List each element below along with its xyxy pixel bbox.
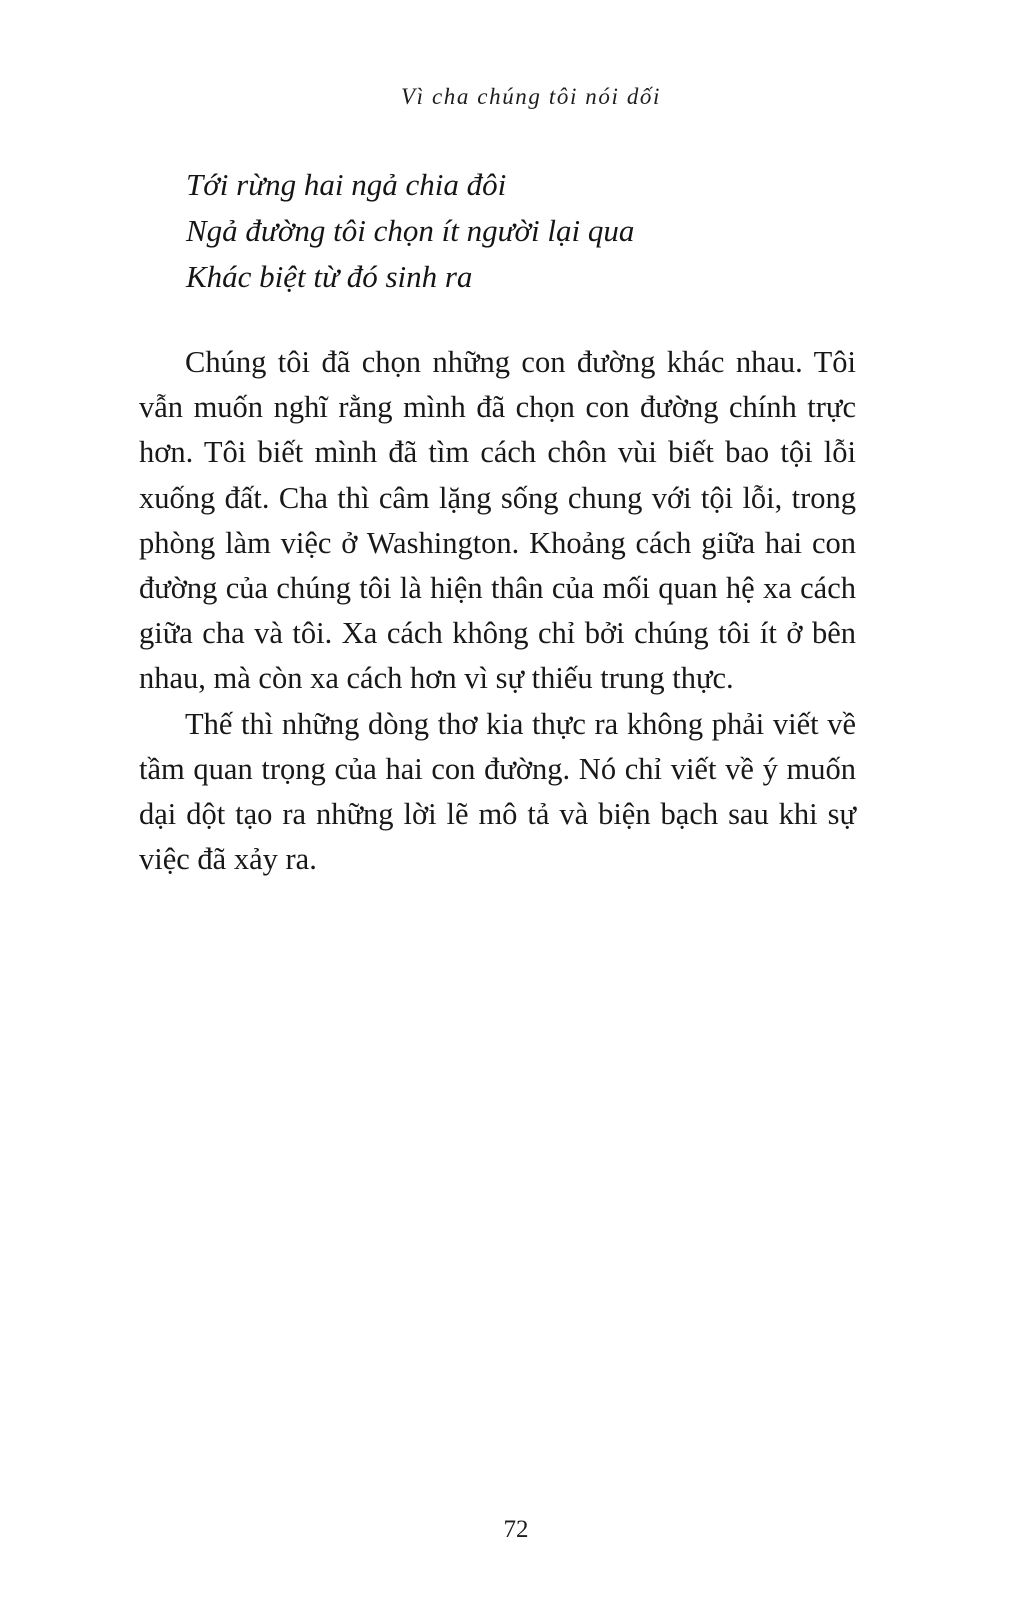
paragraph: Thế thì những dòng thơ kia thực ra không phải viết về tầm quan trọng của hai con đường. Nó chỉ viết về ý muốn dại dột tạo ra những lời lẽ mô tả và biện bạch sau khi sự việc đã xảy ra. — [139, 706, 856, 877]
poem-line: Tới rừng hai ngả chia đôi — [186, 167, 507, 202]
page-number: 72 — [503, 1516, 529, 1543]
running-head-title: Vì cha chúng tôi nói dối — [400, 84, 662, 109]
body-text — [139, 340, 856, 882]
paragraph: Chúng tôi đã chọn những con đường khác nhau. Tôi vẫn muốn nghĩ rằng mình đã chọn con đường chính trực hơn. Tôi biết mình đã tìm cách chôn vùi biết bao tội lỗi xuống đất. Cha thì câm lặng sống chung với tội lỗi, trong phòng làm việc ở Washington. Khoảng cách giữa hai con đường của chúng tôi là hiện thân của mối quan hệ xa cách giữa cha và tôi. Xa cách không chỉ bởi chúng tôi ít ở bên nhau, mà còn xa cách hơn vì sự thiếu trung thực. — [139, 345, 856, 696]
poem-line: Ngả đường tôi chọn ít người lại qua — [186, 213, 635, 248]
poem-line: Khác biệt từ đó sinh ra — [186, 259, 473, 294]
poem-epigraph — [186, 162, 634, 300]
